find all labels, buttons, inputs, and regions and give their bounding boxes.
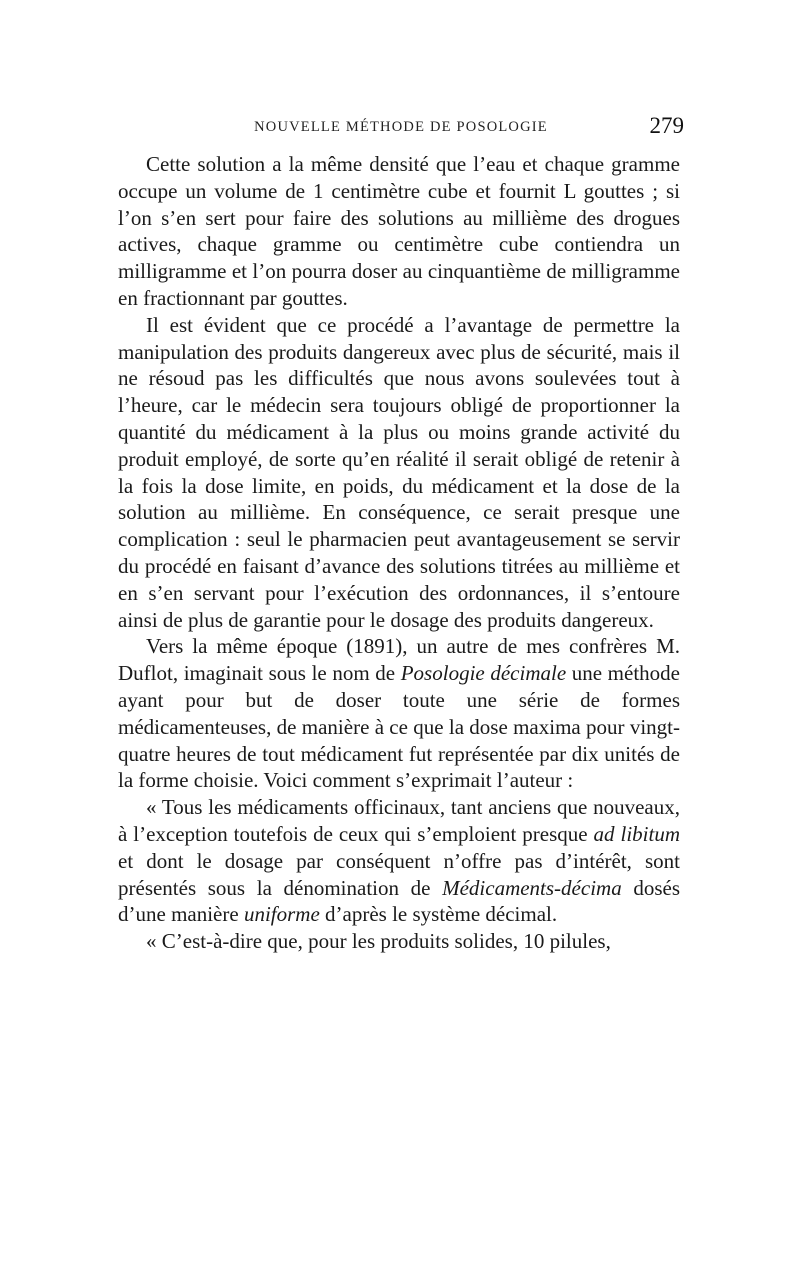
body-text [118, 151, 680, 955]
text-run: d’après le système décimal. [319, 902, 558, 927]
paragraph-procedure-advantage [118, 312, 680, 634]
page-number: 279 [649, 113, 684, 138]
paragraph-solution-density [118, 151, 680, 312]
paragraph-duflot-method [118, 633, 680, 794]
text-run: une méthode ayant pour but de doser toute une série de formes médicamenteuses, de manière à ce que la dose maxima pour vingt-quatre heures de tout médicament fut représentée par dix unités de la forme choisie. Voici comment s’exprimait l’auteur : [118, 661, 680, 793]
running-title: NOUVELLE MÉTHODE DE POSOLOGIE [254, 119, 548, 135]
paragraph-author-quote [118, 794, 680, 928]
text-run: Il est évident que ce procédé a l’avantage de permettre la manipulation des produits dangereux avec plus de sécurité, mais il ne résoud pas les difficultés que nous avons soulevées tout à l’heure, car le médecin sera toujours obligé de proportionner la quantité du médicament à la plus ou moins grande activité du produit employé, de sorte qu’en réalité il serait obligé de retenir à la fois la dose limite, en poids, du médicament et la dose de la solution au millième. En conséquence, ce serait presque une complication : seul le pharmacien peut avantageusement se servir du procédé en faisant d’avance des solutions titrées au millième et en s’en servant pour l’exécution des ordonnances, il s’entoure ainsi de plus de garantie pour le dosage des produits dangereux. [118, 312, 680, 632]
text-run: Vers la même époque (1891), un autre de mes confrères M. Duflot, imaginait sous le nom de [118, 634, 680, 686]
italic-run: ad libitum [593, 821, 680, 846]
text-run: dosés d’une manière [118, 875, 680, 927]
text-run: et dont le dosage par conséquent n’offre pas d’intérêt, sont présentés sous la dénomination de [118, 848, 680, 900]
text-run: « C’est-à-dire que, pour les produits solides, 10 pilules, [146, 929, 611, 954]
italic-run: uniforme [243, 902, 320, 927]
italic-run: Posologie décimale [400, 661, 567, 686]
text-run: Cette solution a la même densité que l’eau et chaque gramme occupe un volume de 1 centimètre cube et fournit L gouttes ; si l’on s’en sert pour faire des solutions au millième des drogues actives, chaque gramme ou centimètre cube contiendra un milligramme et l’on pourra doser au cinquantième de milligramme en fractionnant par gouttes. [118, 152, 680, 310]
paragraph-quote-continued [118, 928, 680, 955]
running-head [118, 113, 684, 143]
text-run: « Tous les médicaments officinaux, tant anciens que nouveaux, à l’exception toutefois de ceux qui s’emploient presque [118, 795, 680, 846]
italic-run: Médicaments-décima [442, 875, 622, 900]
